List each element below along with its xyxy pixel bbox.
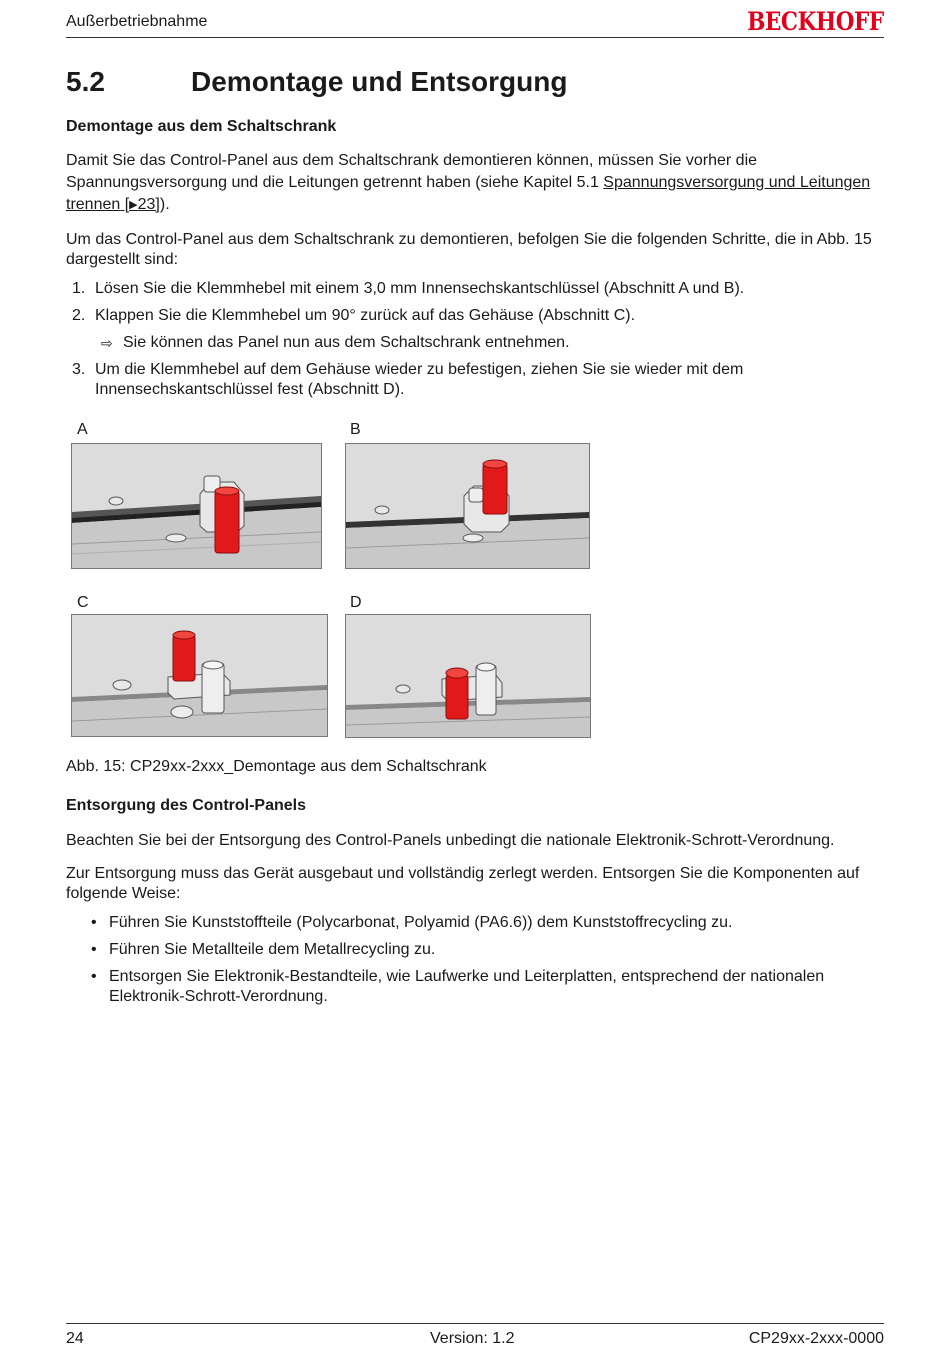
heading-number: 5.2 [66, 66, 105, 97]
heading-title: Demontage und Entsorgung [191, 66, 568, 97]
paragraph-disposal-note: Beachten Sie bei der Entsorgung des Control-Panels unbedingt die nationale Elektronik-Schrott-Verordnung. [66, 832, 835, 849]
bullet-icon: • [91, 914, 97, 931]
paragraph-disposal-intro: Zur Entsorgung muss das Gerät ausgebaut und vollständig zerlegt werden. Entsorgen Sie die Komponenten auf folgende Weise: [66, 865, 860, 902]
footer-page-number: 24 [66, 1330, 84, 1347]
list-item [66, 360, 896, 400]
list-item [66, 967, 896, 1007]
disposal-list [66, 913, 896, 1007]
bullet-icon: • [91, 968, 97, 985]
paragraph-intro [66, 150, 896, 216]
step-result [66, 333, 896, 353]
figure-label-b: B [350, 421, 361, 438]
beckhoff-logo: BECKHOFF [747, 7, 884, 36]
figure-image-c [71, 614, 328, 737]
bullet-icon: • [91, 941, 97, 958]
footer-product: CP29xx-2xxx-0000 [748, 1330, 884, 1347]
bullet-text: Entsorgen Sie Elektronik-Bestandteile, wie Laufwerke und Leiterplatten, entsprechend der nationalen Elektronik-Schrott-Verordnung. [109, 968, 825, 1005]
figure-label-c: C [77, 594, 89, 611]
ref-open: [ [120, 196, 130, 213]
figure-image-d [345, 614, 591, 738]
header-divider [66, 37, 884, 38]
figure-image-a [71, 443, 322, 569]
bullet-text: Führen Sie Metallteile dem Metallrecycling zu. [109, 941, 436, 958]
ref-close: ] [155, 196, 160, 213]
step-number: 3. [72, 361, 86, 378]
footer-divider [66, 1323, 884, 1324]
steps-list [66, 279, 896, 400]
chapter-link-text: Spannungsversorgung und Leitungen trennen [66, 174, 871, 213]
header-section-title: Außerbetriebnahme [66, 13, 208, 30]
step-number: 2. [72, 307, 86, 324]
intro-text: Damit Sie das Control-Panel aus dem Schaltschrank demontieren können, müssen Sie vorher die Spannungsversorgung und die Leitungen getrennt haben (siehe Kapitel 5.1 [66, 152, 758, 191]
list-item [66, 306, 896, 326]
ref-page: 23 [137, 196, 156, 213]
figure-image-b [345, 443, 590, 569]
footer-version: Version: 1.2 [430, 1330, 515, 1347]
result-arrow-icon: ⇨ [101, 335, 113, 351]
list-item [66, 940, 896, 960]
list-item [66, 279, 896, 299]
subheading-entsorgung: Entsorgung des Control-Panels [66, 797, 307, 814]
step-text: Lösen Sie die Klemmhebel mit einem 3,0 mm Innensechskantschlüssel (Abschnitt A und B). [95, 280, 745, 297]
figure-label-d: D [350, 594, 362, 611]
figure-label-a: A [77, 421, 88, 438]
intro-text-end: ). [159, 196, 170, 213]
bullet-text: Führen Sie Kunststoffteile (Polycarbonat, Polyamid (PA6.6)) dem Kunststoffrecycling zu. [109, 914, 733, 931]
result-text: Sie können das Panel nun aus dem Schaltschrank entnehmen. [123, 334, 570, 351]
figure-caption: Abb. 15: CP29xx-2xxx_Demontage aus dem Schaltschrank [66, 758, 487, 775]
step-number: 1. [72, 280, 86, 297]
step-text: Klappen Sie die Klemmhebel um 90° zurück auf das Gehäuse (Abschnitt C). [95, 307, 636, 324]
step-text: Um die Klemmhebel auf dem Gehäuse wieder zu befestigen, ziehen Sie sie wieder mit dem Innensechskantschlüssel fest (Abschnitt D). [95, 361, 744, 398]
paragraph-steps-intro: Um das Control-Panel aus dem Schaltschrank zu demontieren, befolgen Sie die folgenden Schritte, die in Abb. 15 dargestellt sind: [66, 231, 872, 268]
page-ref-arrow-icon: ▶ [129, 199, 138, 211]
list-item [66, 913, 896, 933]
subheading-demontage: Demontage aus dem Schaltschrank [66, 118, 337, 135]
